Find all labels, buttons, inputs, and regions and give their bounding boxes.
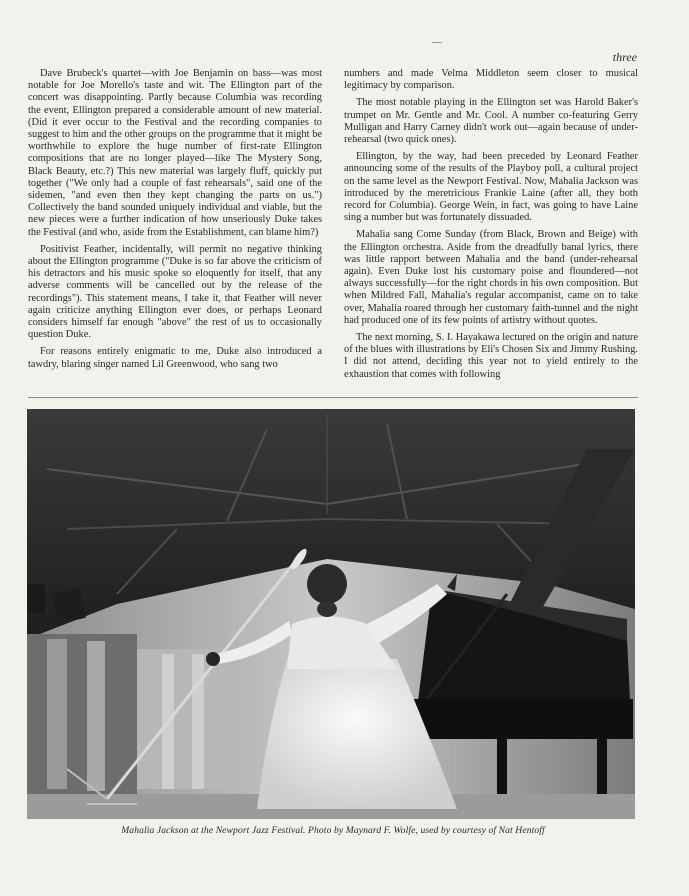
paragraph: numbers and made Velma Middleton seem closer to musical legitimacy by comparison. bbox=[344, 68, 638, 92]
left-column bbox=[28, 68, 322, 386]
page-number: three bbox=[612, 50, 637, 64]
paragraph: The next morning, S. I. Hayakawa lectured on the origin and nature of the blues with illustrations by Eli's Chosen Six and Jimmy Rushing. I did not attend, deciding this year not to yield entirely to the exhaustion that comes with following bbox=[344, 332, 638, 380]
photo-mahalia-jackson bbox=[27, 409, 635, 819]
right-column bbox=[344, 68, 638, 386]
paragraph: Dave Brubeck's quartet—with Joe Benjamin on bass—was most notable for Joe Morello's taste and wit. The Ellington part of the concert was disappointing. Partly because Columbia was recording the event, Ellington prepared a considerable amount of new material. (Did it ever occur to the Festival and the recording companies to suggest to him and the other groups on the programme that it might be worthwhile to explore the huge number of first-rate Ellington compositions that are no longer played—like The Mystery Song, Black Beauty, etc.?) This new material was largely fluff, quickly put together ("We only had a couple of fast rehearsals", said one of the sidemen, "and even then they kept changing the parts on us.") Collectively the band sounded uniquely individual and viable, but the new pieces were a further indication of how unseriously Duke takes the Festival (and who, aside from the Establishment, can blame him?) bbox=[28, 68, 322, 238]
top-mark bbox=[432, 42, 442, 43]
divider bbox=[28, 397, 638, 398]
paragraph: Positivist Feather, incidentally, will permit no negative thinking about the Ellington programme ("Duke is so far above the criticism of his detractors and his music spoke so eloquently for itself, that any adverse comments will be cancelled out by the release of the recordings"). This statement means, I take it, that Feather will never again criticize anything Ellington ever does, or perhaps Leonard considers himself far enough "above" the rest of us to occasionally question Duke. bbox=[28, 243, 322, 341]
article-body bbox=[28, 68, 638, 386]
paragraph: Mahalia sang Come Sunday (from Black, Brown and Beige) with the Ellington orchestra. Aside from the dreadfully banal lyrics, there was little rapport between Mahalia and the band (under-rehearsal again). Even Duke lost his customary poise and floundered—not always successfully—for the right chords in his own composition. But when Mildred Fall, Mahalia's regular accompanist, came on to take over, Mahalia roared through her customary faith-tunnel and the night had produced one of its few points of artistry without quotes. bbox=[344, 229, 638, 326]
photo-caption: Mahalia Jackson at the Newport Jazz Festival. Photo by Maynard F. Wolfe, used by courtesy of Nat Hentoff bbox=[121, 825, 545, 836]
paragraph: The most notable playing in the Ellington set was Harold Baker's trumpet on Mr. Gentle and Mr. Cool. A number co-featuring Gerry Mulligan and Harry Carney didn't work out—again because of under-rehearsal (two quick ones). bbox=[344, 97, 638, 146]
paragraph: For reasons entirely enigmatic to me, Duke also introduced a tawdry, blaring singer named Lil Greenwood, who sang two bbox=[28, 346, 322, 370]
paragraph: Ellington, by the way, had been preceded by Leonard Feather announcing some of the results of the Playboy poll, a cultural project on the same level as the Newport Festival. Now, Mahalia Jackson was introduced by the meretricious Frankie Laine (after all, they both record for Columbia). George Wein, in fact, was going to have Laine sing a number but was fortunately dissuaded. bbox=[344, 151, 638, 224]
